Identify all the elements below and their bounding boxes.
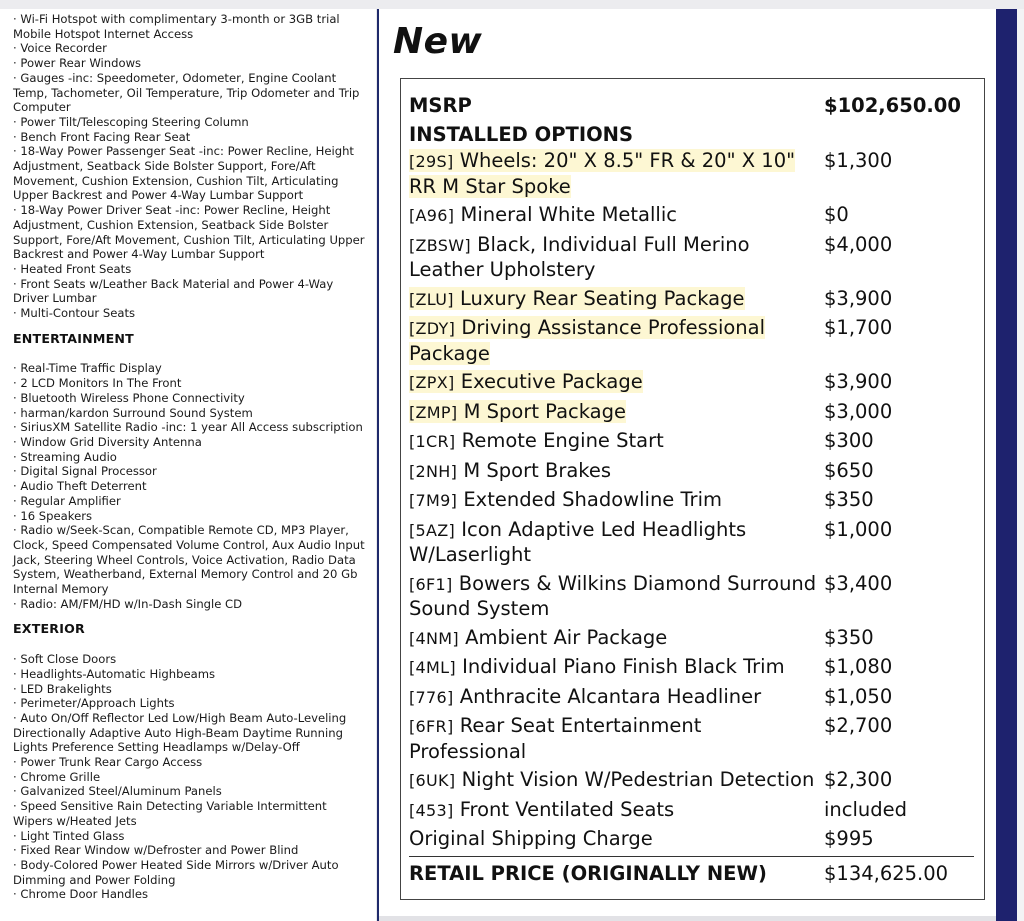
option-name: Remote Engine Start (461, 429, 664, 452)
feature-item: · Audio Theft Deterrent (13, 479, 147, 494)
feature-item: · 16 Speakers (13, 508, 93, 523)
feature-item: · 2 LCD Monitors In The Front (13, 376, 182, 391)
option-name: Black, Individual Full Merino Leather Upholstery (409, 232, 750, 281)
features-list-exterior (13, 652, 368, 902)
option-name: Ambient Air Package (465, 625, 668, 649)
feature-item: · Fixed Rear Window w/Defroster and Power Blind (13, 843, 299, 858)
feature-item: · Body-Colored Power Heated Side Mirrors w/Driver Auto Dimming and Power Folding (13, 857, 339, 887)
option-price: $3,000 (824, 399, 893, 423)
feature-item: · Heated Front Seats (13, 261, 132, 276)
feature-item: · Digital Signal Processor (13, 464, 157, 479)
option-price: $3,400 (824, 571, 893, 595)
option-code: [1CR] (409, 432, 456, 451)
option-name: Individual Piano Finish Black Trim (462, 655, 785, 678)
option-row (409, 488, 974, 514)
option-text (409, 798, 674, 821)
option-description (409, 370, 819, 396)
option-price: $2,700 (824, 714, 893, 737)
option-name: Wheels: 20" X 8.5" FR & 20" X 10" RR M Star Spoke (409, 149, 796, 198)
option-name: Icon Adaptive Led Headlights W/Laserlight (409, 517, 747, 566)
option-row (409, 518, 974, 568)
option-description (409, 429, 819, 455)
retail-price-value: $134,625.00 (824, 861, 949, 885)
option-description (409, 655, 819, 681)
feature-item: · Speed Sensitive Rain Detecting Variable Intermittent Wipers w/Heated Jets (13, 799, 327, 828)
option-text (409, 685, 761, 708)
option-row (409, 316, 974, 366)
feature-item: · harman/kardon Surround Sound System (13, 405, 253, 420)
option-code: [ZPX] (409, 373, 455, 392)
option-text (409, 459, 611, 482)
option-description (409, 685, 819, 711)
option-code: [5AZ] (409, 520, 456, 540)
option-text (409, 626, 667, 649)
option-text (409, 655, 785, 678)
feature-item: · SiriusXM Satellite Radio -inc: 1 year All Access subscription (13, 420, 363, 435)
option-text (409, 203, 677, 226)
option-description (409, 203, 819, 229)
right-edge (1017, 9, 1024, 921)
option-text (409, 714, 701, 763)
feature-item: · Bench Front Facing Rear Seat (13, 129, 191, 144)
option-name: Original Shipping Charge (409, 827, 653, 850)
option-price: included (824, 797, 908, 821)
feature-item: · Headlights-Automatic Highbeams (13, 666, 216, 681)
option-code: [776] (409, 687, 454, 707)
option-code: [A96] (409, 206, 455, 225)
option-text (409, 370, 643, 393)
option-name: Anthracite Alcantara Headliner (459, 684, 762, 708)
option-description (409, 714, 819, 764)
option-row (409, 655, 974, 681)
pricing-panel (379, 9, 996, 921)
feature-item: · Auto On/Off Reflector Led Low/High Beam Auto-Leveling Directionally Adaptive Auto High-Beam Daytime Running Lights Preference Setting Headlamps w/Delay-Off (13, 710, 347, 755)
option-description (409, 572, 819, 622)
feature-item: · Bluetooth Wireless Phone Connectivity (13, 390, 245, 405)
feature-item: · Chrome Grille (13, 769, 101, 784)
features-column (0, 9, 376, 921)
option-row (409, 768, 974, 794)
feature-item: · Power Tilt/Telescoping Steering Column (13, 114, 249, 129)
option-description (409, 400, 819, 426)
option-price: $300 (824, 429, 874, 452)
feature-item: · Wi-Fi Hotspot with complimentary 3-month or 3GB trial Mobile Hotspot Internet Access (13, 12, 340, 41)
feature-item: · Gauges -inc: Speedometer, Odometer, Engine Coolant Temp, Tachometer, Oil Temperature, Trip Odometer and Trip Computer (13, 70, 360, 115)
feature-item: · Window Grid Diversity Antenna (13, 434, 202, 449)
option-text (409, 316, 765, 365)
feature-item: · Streaming Audio (13, 449, 117, 464)
option-row (409, 626, 974, 652)
feature-item: · LED Brakelights (13, 681, 112, 696)
option-price: $1,050 (824, 684, 893, 708)
option-price: $995 (824, 827, 874, 850)
option-name: Driving Assistance Professional Package (409, 316, 766, 365)
option-price: $1,080 (824, 655, 893, 678)
feature-item: · Radio: AM/FM/HD w/In-Dash Single CD (13, 596, 243, 611)
option-price: $1,300 (824, 149, 893, 172)
msrp-row (409, 91, 974, 120)
option-description (409, 149, 819, 199)
features-list-top (13, 12, 368, 321)
option-name: M Sport Package (463, 399, 627, 423)
option-text (409, 149, 795, 198)
option-code: [4ML] (409, 658, 456, 677)
feature-item: · 18-Way Power Driver Seat -inc: Power Recline, Height Adjustment, Cushion Extension, Seatback Side Bolster Support, Fore/Aft Movement, Cushion Tilt, Articulating Upper Backrest and Power 4-Way Lumbar Support (13, 203, 365, 262)
feature-item: · Chrome Door Handles (13, 887, 149, 902)
feature-item: · 18-Way Power Passenger Seat -inc: Power Recline, Height Adjustment, Seatback Side Bolster Support, Fore/Aft Movement, Cushion Extension, Cushion Tilt, Articulating Upper Backrest and Power 4-Way Lumbar Support (13, 144, 354, 203)
option-code: [29S] (409, 152, 454, 171)
option-description (409, 827, 819, 852)
option-price: $650 (824, 458, 874, 482)
retail-price-label: RETAIL PRICE (ORIGINALLY NEW) (409, 861, 767, 885)
option-code: [ZLU] (409, 289, 454, 309)
option-text (409, 768, 814, 791)
option-code: [453] (409, 800, 454, 820)
option-text (409, 488, 722, 511)
feature-item: · Multi-Contour Seats (13, 306, 136, 321)
option-price: $350 (824, 488, 874, 511)
option-description (409, 233, 819, 283)
option-code: [ZMP] (409, 402, 458, 422)
option-description (409, 316, 819, 366)
option-code: [6FR] (409, 717, 454, 736)
option-code: [6UK] (409, 771, 456, 790)
retail-price-row (409, 856, 974, 889)
options-list (409, 149, 974, 852)
feature-item: · Radio w/Seek-Scan, Compatible Remote CD, MP3 Player, Clock, Speed Compensated Volume Control, Aux Audio Input Jack, Steering Wheel Controls, Voice Activation, Radio Data System, Weatherband, External Memory Control and 20 Gb Internal Memory (13, 523, 365, 597)
option-text (409, 233, 750, 282)
feature-item: · Voice Recorder (13, 41, 107, 56)
new-heading: New (393, 21, 483, 62)
option-name: Extended Shadowline Trim (463, 488, 722, 511)
option-row (409, 827, 974, 852)
option-text (409, 400, 626, 423)
option-description (409, 488, 819, 514)
option-price: $3,900 (824, 370, 893, 393)
option-text (409, 827, 653, 850)
option-name: Luxury Rear Seating Package (459, 286, 745, 310)
section-heading-exterior: EXTERIOR (13, 621, 85, 637)
section-heading-entertainment: ENTERTAINMENT (13, 330, 134, 346)
bottom-strip (379, 916, 996, 921)
option-description (409, 768, 819, 794)
feature-item: · Perimeter/Approach Lights (13, 696, 175, 711)
navy-side-bar (996, 9, 1017, 921)
feature-item: · Galvanized Steel/Aluminum Panels (13, 784, 222, 799)
option-row (409, 370, 974, 396)
pricing-box (400, 78, 985, 900)
option-code: [4NM] (409, 628, 459, 648)
msrp-label: MSRP (409, 94, 472, 117)
option-row (409, 572, 974, 622)
option-price: $1,000 (824, 517, 893, 541)
option-description (409, 798, 819, 824)
option-code: [7M9] (409, 491, 458, 510)
option-price: $1,700 (824, 316, 893, 339)
option-description (409, 626, 819, 652)
option-text (409, 429, 664, 452)
option-code: [6F1] (409, 574, 453, 594)
option-price: $3,900 (824, 286, 893, 310)
feature-item: · Power Rear Windows (13, 56, 142, 71)
option-row (409, 233, 974, 283)
feature-item: · Soft Close Doors (13, 652, 117, 667)
option-row (409, 287, 974, 313)
option-description (409, 518, 819, 568)
top-strip (0, 0, 1024, 9)
option-code: [2NH] (409, 461, 458, 481)
installed-options-row (409, 120, 974, 149)
feature-item: · Front Seats w/Leather Back Material and Power 4-Way Driver Lumbar (13, 276, 334, 306)
option-row (409, 459, 974, 485)
option-text (409, 572, 816, 621)
option-description (409, 459, 819, 485)
option-price: $350 (824, 625, 874, 649)
option-price: $2,300 (824, 768, 893, 791)
option-name: Front Ventilated Seats (459, 797, 675, 821)
option-name: Bowers & Wilkins Diamond Surround Sound System (409, 571, 817, 620)
installed-options-label: INSTALLED OPTIONS (409, 123, 634, 146)
feature-item: · Power Trunk Rear Cargo Access (13, 755, 203, 770)
option-row (409, 149, 974, 199)
option-text (409, 518, 746, 567)
option-text (409, 287, 745, 310)
features-list-entertainment (13, 361, 368, 611)
option-row (409, 685, 974, 711)
option-code: [ZDY] (409, 319, 456, 338)
msrp-value: $102,650.00 (824, 94, 961, 117)
option-row (409, 400, 974, 426)
option-name: Executive Package (460, 370, 643, 393)
feature-item: · Regular Amplifier (13, 493, 121, 508)
option-price: $4,000 (824, 232, 893, 256)
feature-item: · Real-Time Traffic Display (13, 361, 162, 376)
feature-item: · Light Tinted Glass (13, 828, 125, 843)
option-description (409, 287, 819, 313)
option-row (409, 714, 974, 764)
option-row (409, 429, 974, 455)
option-price: $0 (824, 203, 849, 226)
option-name: M Sport Brakes (463, 458, 612, 482)
option-name: Rear Seat Entertainment Professional (409, 714, 702, 763)
option-row (409, 203, 974, 229)
option-name: Night Vision W/Pedestrian Detection (461, 768, 815, 791)
option-code: [ZBSW] (409, 235, 471, 255)
option-name: Mineral White Metallic (460, 203, 677, 226)
option-row (409, 798, 974, 824)
